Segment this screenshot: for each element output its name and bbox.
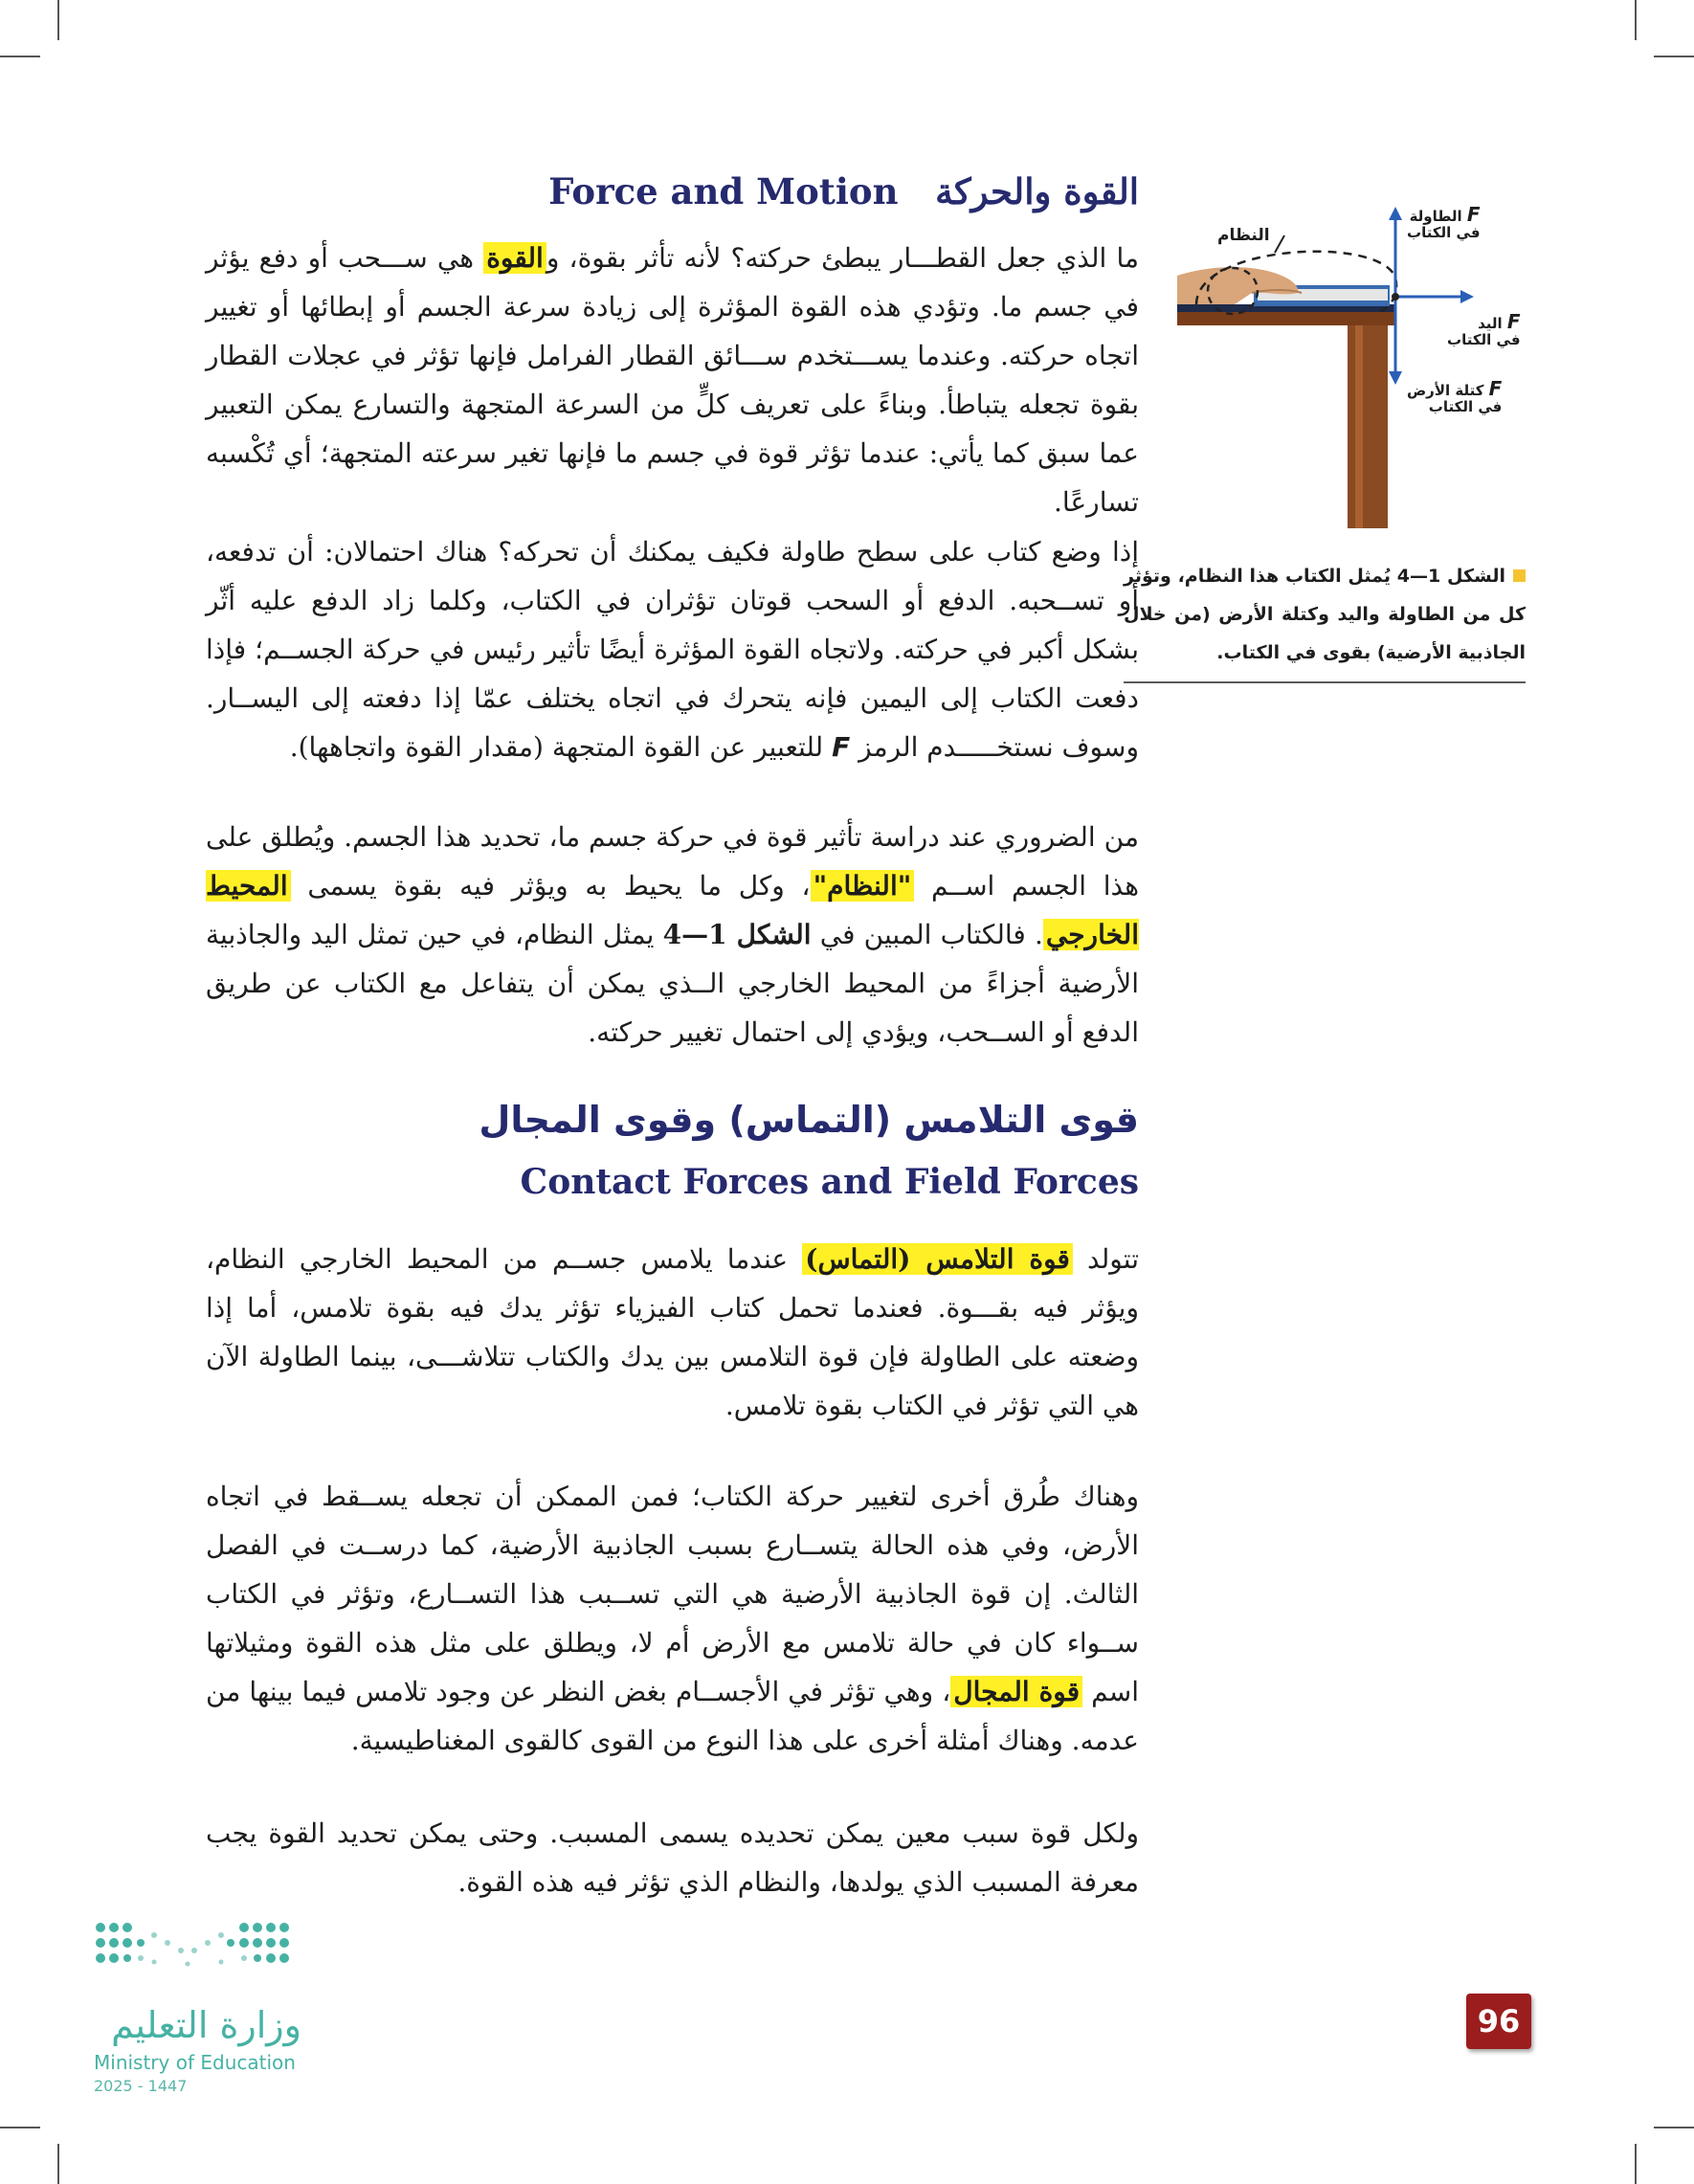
crop-mark: [0, 56, 40, 57]
text: ، وكل ما يحيط به ويؤثر فيه بقوة يسمى: [290, 870, 811, 902]
table-force-label: [1407, 203, 1481, 241]
text: من الضروري عند دراسة تأثير قوة في حركة جسم ما، تحديد هذا الجسم. ويُطلق على هذا الجسم اســم: [206, 821, 1139, 902]
text: إذا وضع كتاب على سطح طاولة فكيف يمكنك أن تحركه؟ هناك احتمالان: أن تدفعه، أو تســحبه. الدفع أو السحب قوتان تؤثران في الكتاب، وكلما زاد الدفع عليه أثّر بشكل أكبر في حركته. ولاتجاه القوة المؤثرة أيضًا تأثير رئيس في حركة الجســم؛ فإذا دفعت الكتاب إلى اليمين فإنه يتحرك في اتجاه يختلف عمّا إذا دفعته إلى اليســار. وسوف نستخـــــدم الرمز: [206, 536, 1139, 763]
force-f: F: [1488, 377, 1503, 400]
crop-mark: [1635, 0, 1637, 40]
highlight-field-force: قوة المجال: [950, 1676, 1082, 1707]
crop-mark: [57, 0, 59, 40]
label-line: في الكتاب: [1428, 398, 1503, 415]
section-title-ar: القوة والحركة: [935, 170, 1139, 212]
label-line: في الكتاب: [1407, 224, 1481, 241]
system-label: النظام: [1217, 226, 1270, 245]
paragraph-push-pull: [206, 527, 1139, 771]
text: للتعبير عن القوة المتجهة (مقدار القوة واتجاهها).: [289, 731, 833, 763]
caption-figure-ref: الشكل 1—4: [1396, 566, 1506, 587]
gravity-force-label: [1407, 377, 1503, 415]
section-title-en: Force and Motion: [548, 170, 899, 212]
figure-reference: الشكل 1—4: [662, 919, 812, 950]
force-f: F: [1506, 310, 1521, 333]
subsection-title-en: Contact Forces and Field Forces: [520, 1162, 1139, 1202]
caption-bullet-icon: [1513, 569, 1526, 582]
page-number: 96: [1466, 1994, 1531, 2049]
text: ولكل قوة سبب معين يمكن تحديده يسمى المسبب. وحتى يمكن تحديد القوة يجب معرفة المسبب الذي يولدها، والنظام الذي تؤثر فيه هذه القوة.: [206, 1817, 1139, 1898]
text: يمثل النظام، في حين تمثل اليد والجاذبية الأرضية أجزاءً من المحيط الخارجي الــذي يمكن أن يتفاعل مع الكتاب عن طريق الدفع أو الســحب، ويؤدي إلى احتمال تغيير حركته.: [206, 919, 1139, 1048]
highlight-contact-force: قوة التلامس (التماس): [802, 1243, 1073, 1275]
label-line: الطاولة: [1409, 208, 1462, 225]
text: ، وهي تؤثر في الأجســام بغض النظر عن وجود تلامس فيما بينها من عدمه. وهناك أمثلة أخرى على هذا النوع من القوى كالقوى المغناطيسية.: [206, 1676, 1139, 1756]
table-force-arrowhead: [1389, 207, 1402, 220]
paragraph-contact-force: [206, 1235, 1139, 1430]
subsection-title-ar: قوى التلامس (التماس) وقوى المجال: [479, 1099, 1139, 1141]
caption-text: يُمثل الكتاب هذا النظام، وتؤثر كل من الطاولة واليد وكتلة الأرض (من خلال الجاذبية الأرضية) بقوى في الكتاب.: [1124, 566, 1526, 663]
figure-book-on-table: [1177, 197, 1560, 532]
figure-illustration: [1177, 197, 1560, 532]
text: هي ســـحب أو دفع يؤثر في جسم ما. وتؤدي هذه القوة المؤثرة إلى زيادة سرعة الجسم أو إبطائها أو تغيير اتجاه حركته. وعندما يســـتخدم ســـائق القطار الفرامل فإنها تؤثر في عجلات القطار بقوة تجعله يتباطأ. وبناءً على تعريف كلٍّ من السرعة المتجهة والتسارع يمكن التعبير عما سبق كما يأتي: عندما تؤثر قوة في جسم ما فإنها تغير سرعته المتجهة؛ أي تُكْسبه تسارعًا.: [206, 242, 1139, 518]
crop-mark: [1654, 2127, 1694, 2128]
figure-caption: [1124, 557, 1526, 683]
text: . فالكتاب المبين في: [811, 919, 1043, 950]
crop-mark: [0, 2127, 40, 2128]
system-label-pointer: [1275, 235, 1284, 253]
table-leg-highlight: [1355, 325, 1363, 528]
label-line: كتلة الأرض: [1407, 382, 1484, 399]
ministry-name-ar: وزارة التعليم: [111, 2004, 301, 2046]
section-title: [546, 170, 1139, 212]
gravity-force-arrowhead: [1389, 371, 1402, 385]
label-line: اليد: [1478, 315, 1503, 332]
crop-mark: [1635, 2144, 1637, 2184]
hand-force-label: [1447, 310, 1521, 348]
ministry-name-en: Ministry of Education: [94, 2051, 296, 2074]
text: ما الذي جعل القطـــار يبطئ حركته؟ لأنه تأثر بقوة، و: [546, 242, 1139, 274]
force-f: F: [1466, 203, 1481, 226]
table-leg: [1348, 325, 1388, 528]
label-line: في الكتاب: [1447, 331, 1521, 348]
paragraph-field-force: [206, 1472, 1139, 1765]
text: وهناك طُرق أخرى لتغيير حركة الكتاب؛ فمن الممكن أن تجعله يســقط في اتجاه الأرض، وفي هذه الحالة يتســارع بسبب الجاذبية الأرضية، كما درســت في الفصل الثالث. إن قوة الجاذبية الأرضية هي التي تســبب هذا التســارع، وتؤثر في الكتاب ســواء كان في حالة تلامس مع الأرض أم لا، ويطلق على مثل هذه القوة ومثيلاتها اسم: [206, 1481, 1139, 1707]
ministry-year: 2025 - 1447: [94, 2077, 188, 2095]
highlight-force: القوة: [483, 242, 546, 274]
paragraph-force-definition: [206, 234, 1139, 526]
force-origin-point: [1392, 293, 1399, 301]
highlight-environment: المحيط الخارجي: [206, 870, 1139, 950]
text: تتولد: [1072, 1243, 1139, 1275]
crop-mark: [57, 2144, 59, 2184]
ministry-logo-dots-icon: [91, 1914, 321, 2010]
text: عندما يلامس جســم من المحيط الخارجي النظام، ويؤثر فيه بقـــوة. فعندما تحمل كتاب الفيزياء تؤثر يدك فيه بقوة تلامس، أما إذا وضعته على الطاولة فإن قوة التلامس بين يدك والكتاب تتلاشـــى، بينما الطاولة الآن هي التي تؤثر في الكتاب بقوة تلامس.: [206, 1243, 1139, 1421]
highlight-system: "النظام": [811, 870, 915, 902]
paragraph-system: [206, 813, 1139, 1057]
crop-mark: [1654, 56, 1694, 57]
paragraph-cause: [206, 1809, 1139, 1906]
force-symbol: F: [832, 731, 851, 763]
hand-force-arrowhead: [1460, 290, 1474, 303]
